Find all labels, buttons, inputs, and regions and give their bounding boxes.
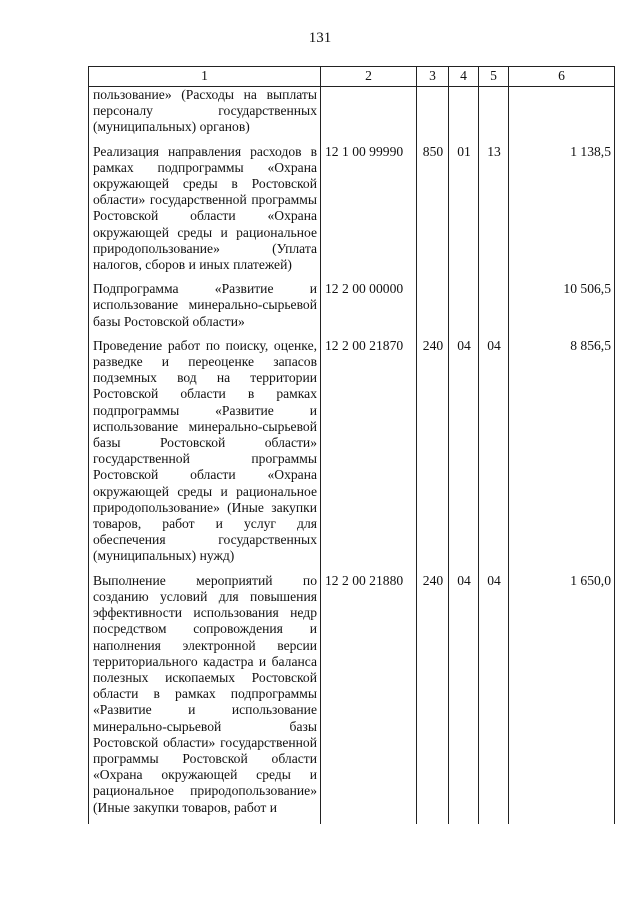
header-col-3: 3	[417, 67, 449, 87]
row-target-code	[321, 87, 417, 144]
header-col-6: 6	[509, 67, 615, 87]
table-row	[89, 281, 615, 338]
row-amount: 10 506,5	[509, 281, 615, 338]
row-subsection: 04	[479, 573, 509, 824]
row-target-code: 12 2 00 00000	[321, 281, 417, 338]
row-description: Реализация направления расходов в рамках подпрограммы «Охрана окружающей среды в Ростовской области» государственной программы Ростовской области «Охрана окружающей среды и рациональное природопользование» (Уплата налогов, сборов и иных платежей)	[89, 144, 321, 282]
header-col-5: 5	[479, 67, 509, 87]
row-subsection	[479, 87, 509, 144]
row-amount: 1 138,5	[509, 144, 615, 282]
row-section: 04	[449, 338, 479, 573]
table-row	[89, 338, 615, 573]
table-row	[89, 144, 615, 282]
row-subsection: 04	[479, 338, 509, 573]
row-expense-type: 850	[417, 144, 449, 282]
row-description: пользование» (Расходы на выплаты персоналу государственных (муниципальных) органов)	[89, 87, 321, 144]
budget-table	[88, 66, 615, 824]
table-header-row	[89, 67, 615, 87]
row-description: Проведение работ по поиску, оценке, разведке и переоценке запасов подземных вод на территории Ростовской области в рамках подпрограммы «Развитие и использование минерально-сырьевой базы Ростовской области» государственной программы Ростовской области «Охрана окружающей среды и рациональное природопользование» (Иные закупки товаров, работ и услуг для обеспечения государственных (муниципальных) нужд)	[89, 338, 321, 573]
row-subsection	[479, 281, 509, 338]
row-expense-type	[417, 281, 449, 338]
row-target-code: 12 1 00 99990	[321, 144, 417, 282]
row-section	[449, 87, 479, 144]
row-amount: 1 650,0	[509, 573, 615, 824]
header-col-2: 2	[321, 67, 417, 87]
row-section: 01	[449, 144, 479, 282]
row-amount: 8 856,5	[509, 338, 615, 573]
header-col-4: 4	[449, 67, 479, 87]
row-description: Подпрограмма «Развитие и использование минерально-сырьевой базы Ростовской области»	[89, 281, 321, 338]
row-expense-type: 240	[417, 573, 449, 824]
row-section	[449, 281, 479, 338]
row-target-code: 12 2 00 21880	[321, 573, 417, 824]
row-section: 04	[449, 573, 479, 824]
row-target-code: 12 2 00 21870	[321, 338, 417, 573]
row-expense-type: 240	[417, 338, 449, 573]
page-number: 131	[308, 30, 332, 46]
row-description: Выполнение мероприятий по созданию условий для повышения эффективности использования недр посредством сопровождения и наполнения электронной версии территориального кадастра и баланса полезных ископаемых Ростовской области в рамках подпрограммы «Развитие и использование минерально-сырьевой базы Ростовской области» государственной программы Ростовской области «Охрана окружающей среды и рациональное природопользование» (Иные закупки товаров, работ и	[89, 573, 321, 824]
header-col-1: 1	[89, 67, 321, 87]
row-amount	[509, 87, 615, 144]
row-expense-type	[417, 87, 449, 144]
row-subsection: 13	[479, 144, 509, 282]
table-row	[89, 87, 615, 144]
table-row	[89, 573, 615, 824]
